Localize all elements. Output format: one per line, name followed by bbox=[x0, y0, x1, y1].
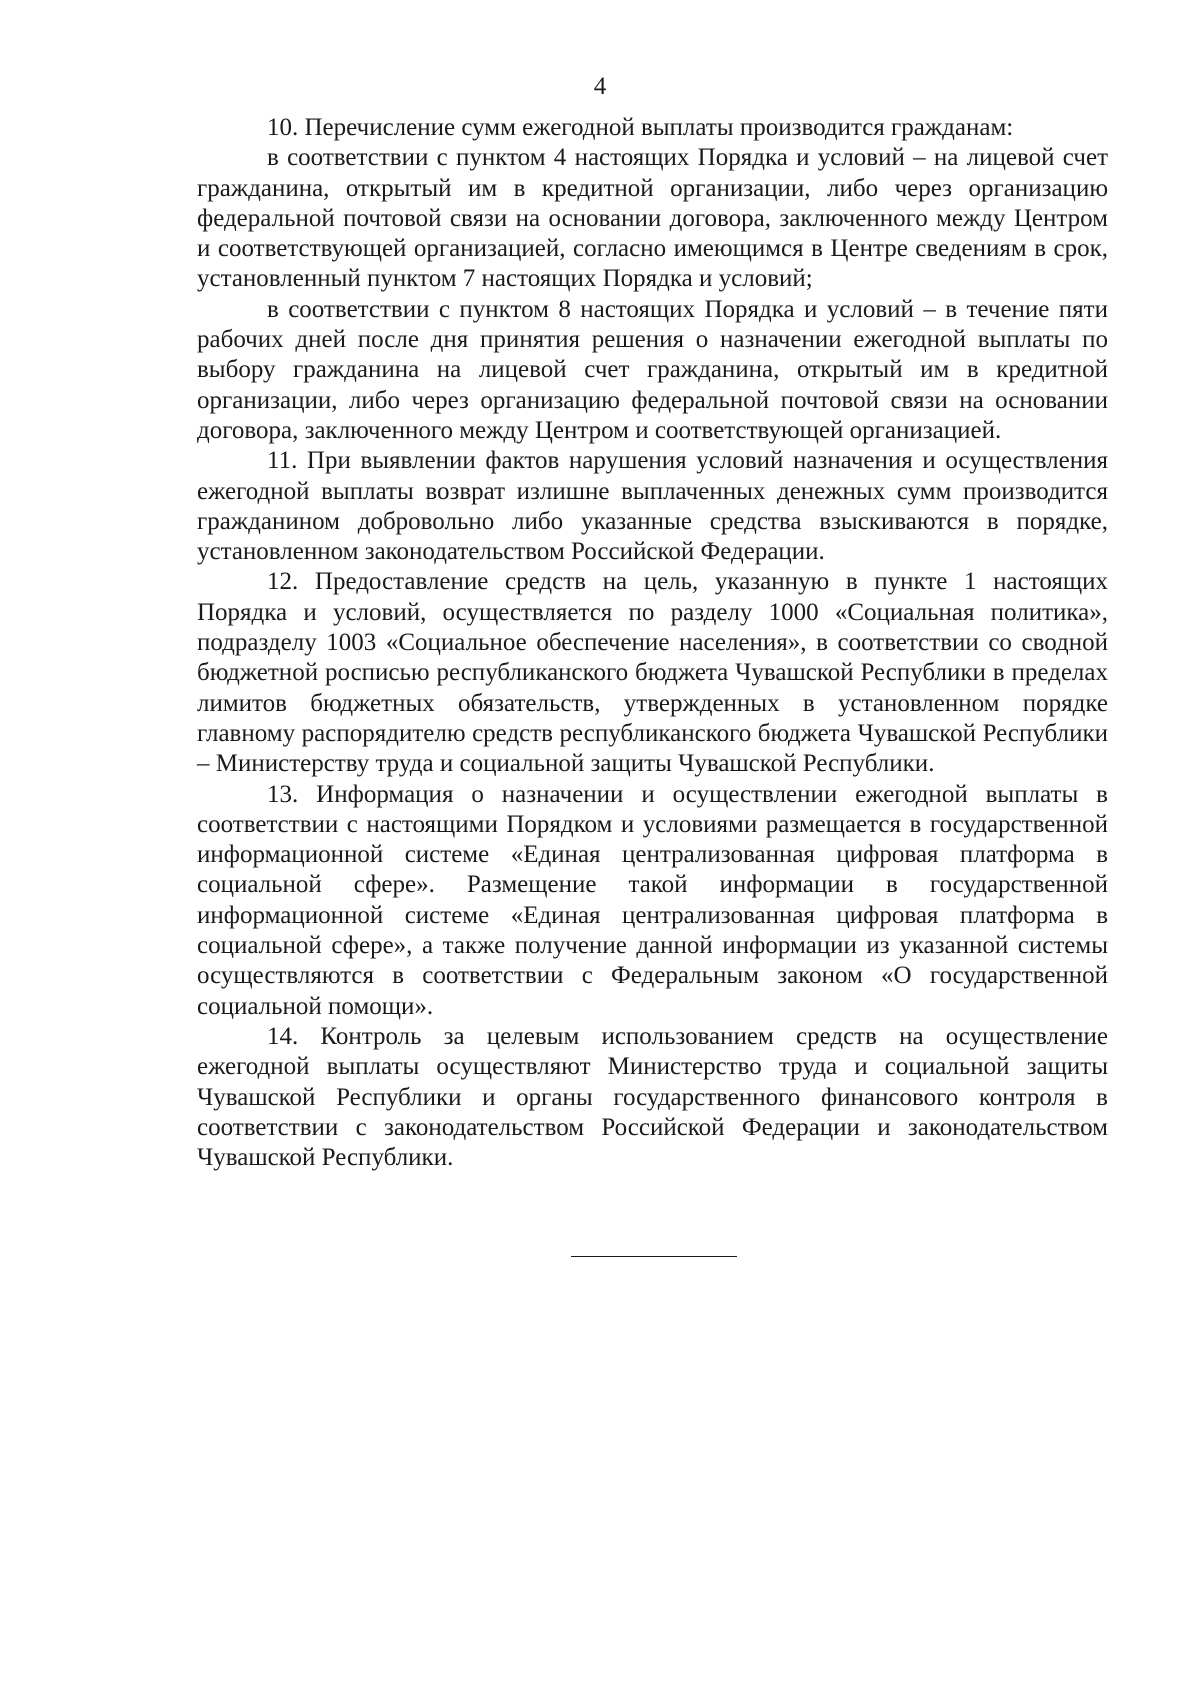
paragraph-10-item-2: в соответствии с пунктом 8 настоящих Порядка и условий – в течение пяти рабочих дней после дня принятия решения о назначении ежегодной выплаты по выбору гражданина на лицевой счет гражданина, открытый им в кредитной организации, либо через организацию федеральной почтовой связи на основании договора, заключенного между Центром и соответствующей организацией. bbox=[197, 295, 1108, 444]
paragraph-12: 12. Предоставление средств на цель, указанную в пункте 1 настоящих Порядка и условий, осуществляется по разделу 1000 «Социальная политика», подразделу 1003 «Социальное обеспечение населения», в соответствии со сводной бюджетной росписью республиканского бюджета Чувашской Республики в пределах лимитов бюджетных обязательств, утвержденных в установленном порядке главному распорядителю средств республиканского бюджета Чувашской Республики – Министерству труда и социальной защиты Чувашской Республики. bbox=[197, 568, 1108, 778]
page-number: 4 bbox=[593, 73, 607, 100]
paragraph-14: 14. Контроль за целевым использованием средств на осуществление ежегодной выплаты осуществляют Министерство труда и социальной защиты Чувашской Республики и органы государственного финансового контроля в соответствии с законодательством Российской Федерации и законодательством Чувашской Республики. bbox=[197, 1022, 1108, 1172]
end-of-document-rule bbox=[571, 1256, 737, 1257]
paragraph-13: 13. Информация о назначении и осуществлении ежегодной выплаты в соответствии с настоящими Порядком и условиями размещается в государственной информационной системе «Единая централизованная цифровая платформа в социальной сфере». Размещение такой информации в государственной информационной системе «Единая централизованная цифровая платформа в социальной сфере», а также получение данной информации из указанной системы осуществляются в соответствии с Федеральным законом «О государственной социальной помощи». bbox=[197, 780, 1108, 1020]
paragraph-10-item-1: в соответствии с пунктом 4 настоящих Порядка и условий – на лицевой счет гражданина, открытый им в кредитной организации, либо через организацию федеральной почтовой связи на основании договора, заключенного между Центром и соответствующей организацией, согласно имеющимся в Центре сведениям в срок, установленный пунктом 7 настоящих Порядка и условий; bbox=[197, 144, 1108, 293]
document-body bbox=[197, 113, 1108, 1173]
paragraph-11: 11. При выявлении фактов нарушения условий назначения и осуществления ежегодной выплаты возврат излишне выплаченных денежных сумм производится гражданином добровольно либо указанные средства взыскиваются в порядке, установленном законодательством Российской Федерации. bbox=[197, 447, 1108, 566]
paragraph-10: 10. Перечисление сумм ежегодной выплаты производится гражданам: bbox=[267, 114, 1014, 141]
